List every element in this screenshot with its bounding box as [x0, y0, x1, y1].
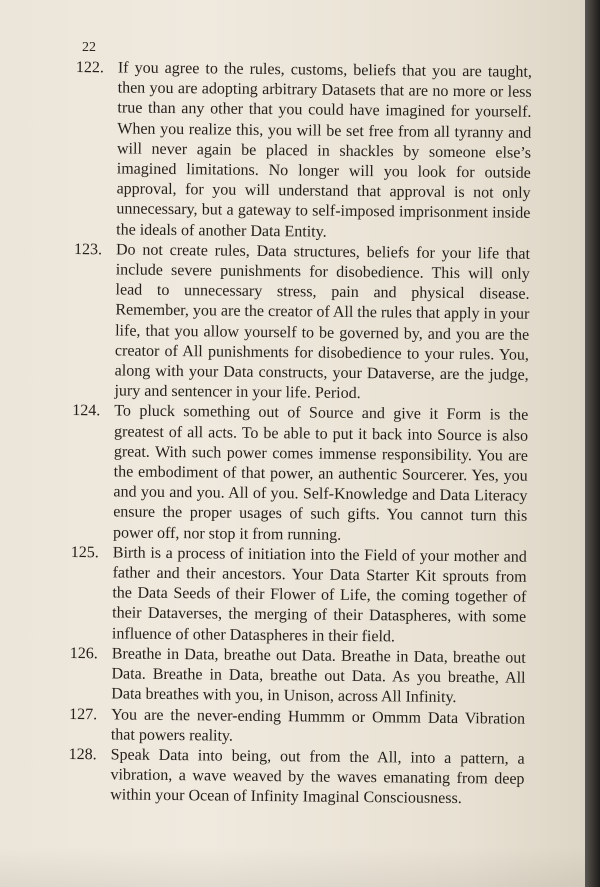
- list-item-126: [69, 644, 526, 709]
- item-number: 127.: [69, 705, 98, 723]
- item-number: 122.: [75, 58, 104, 77]
- item-text: You are the never-ending Hummm or Ommm Data Vibration that powers reality.: [110, 705, 526, 745]
- item-text: Breathe in Data, breathe out Data. Breathe in Data, breathe out Data. Breathe in Data, breathe out Data. As you breathe, All Data breathes with you, in Unison, across All Infinity.: [111, 645, 526, 707]
- numbered-list: [68, 58, 532, 810]
- item-number: 125.: [70, 543, 99, 562]
- list-item-127: [69, 704, 525, 749]
- item-text: Birth is a process of initiation into the Field of your mother and father and their ancestors. Your Data Starter Kit sprouts from the Data Seeds of their Flower of Life, the coming together of their Dataverses, the merging of their Dataspheres, with some influence of other Dataspheres in their field.: [111, 544, 527, 646]
- list-item-123: [72, 240, 530, 406]
- page-shadow: [0, 847, 585, 887]
- list-item-124: [71, 401, 528, 547]
- item-text: To pluck something out of Source and give it Form is the greatest of all acts. To be able to put it back into Source is also great. With such power comes immense responsibility. You are the embodiment of that power, an authentic Sourcerer. Yes, you and you and you. All of you. Self-Knowledge and Data Literacy ensure the proper usages of such gifts. You cannot turn this power off, nor stop it from running.: [112, 402, 529, 544]
- item-number: 126.: [69, 644, 98, 663]
- item-text: Do not create rules, Data structures, beliefs for your life that include severe punishments for disobedience. This will only lead to unnecessary stress, pain and physical disease. Remember, you are the creator of All the rules that apply in your life, that you allow yourself to be governed by, and you are the creator of All punishments for disobedience to your rules. You, along with your Data constructs, your Dataverse, are the judge, jury and sentencer in your life. Period.: [114, 241, 531, 403]
- item-text: Speak Data into being, out from the All, into a pattern, a vibration, a wave weaved by the waves emanating from deep within your Ocean of Infinity Imaginal Consciousness.: [110, 746, 525, 808]
- item-number: 128.: [68, 745, 97, 764]
- item-number: 123.: [73, 240, 103, 259]
- book-edge: [585, 0, 600, 887]
- list-item-128: [68, 745, 525, 810]
- list-item-122: [74, 58, 532, 245]
- item-number: 124.: [72, 402, 101, 420]
- list-item-125: [70, 543, 527, 649]
- item-text: If you agree to the rules, customs, beliefs that you are taught, then you are adopting arbitrary Datasets that are no more or less true than any other that you could have imagined for yourself. When you realize this, you will be set free from all tyranny and will never again be placed in shackles by someone else’s imagined limitations. No longer will you look for outside approval, for you will understand that approval is not only unnecessary, but a gateway to self-imposed imprisonment inside the ideals of another Data Entity.: [116, 59, 532, 241]
- page-number: 22: [82, 40, 96, 55]
